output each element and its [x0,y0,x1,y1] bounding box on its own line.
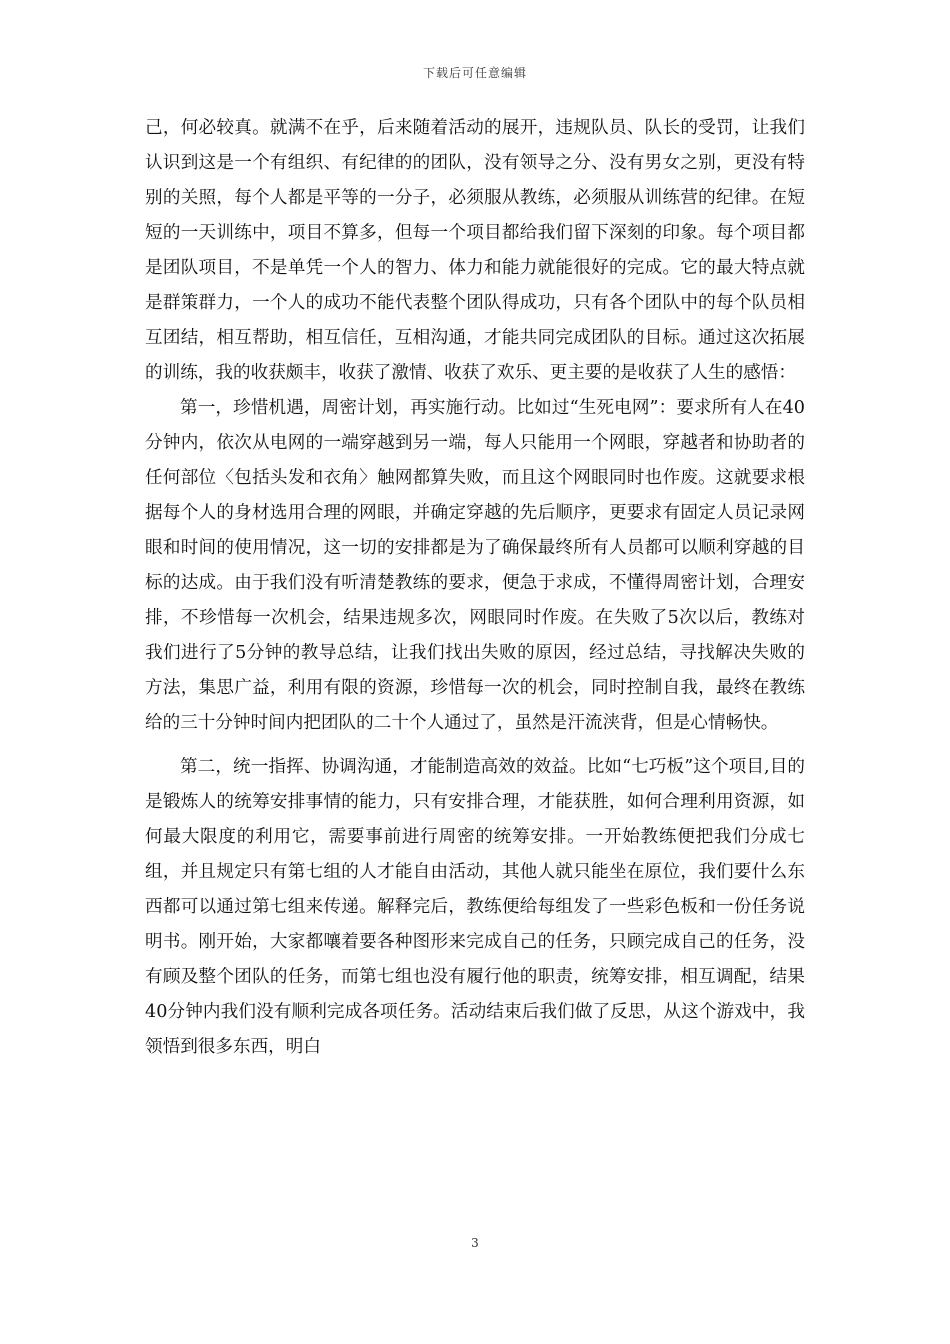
paragraph-first-point: 第一，珍惜机遇，周密计划，再实施行动。比如过“生死电网”：要求所有人在40分钟内，依次从电网的一端穿越到另一端，每人只能用一个网眼，穿越者和协助者的任何部位〈包括头发和衣角〉触网都算失败，而且这个网眼同时也作废。这就要求根据每个人的身材选用合理的网眼，并确定穿越的先后顺序，更要求有固定人员记录网眼和时间的使用情况，这一切的安排都是为了确保最终所有人员都可以顺利穿越的目标的达成。由于我们没有听清楚教练的要求，便急于求成，不懂得周密计划，合理安排，不珍惜每一次机会，结果违规多次，网眼同时作废。在失败了5次以后，教练对我们进行了5分钟的教导总结，让我们找出失败的原因，经过总结，寻找解决失败的方法，集思广益，利用有限的资源，珍惜每一次的机会，同时控制自我，最终在教练给的三十分钟时间内把团队的二十个人通过了，虽然是汗流浃背，但是心情畅快。 [145,398,805,733]
page-number: 3 [471,1236,479,1250]
paragraph-second-point: 第二，统一指挥、协调沟通，才能制造高效的效益。比如“七巧板”这个项目,目的是锻炼人的统筹安排事情的能力，只有安排合理，才能获胜，如何合理利用资源，如何最大限度的利用它，需要事前进行周密的统筹安排。一开始教练便把我们分成七组，并且规定只有第七组的人才能自由活动，其他人就只能坐在原位，我们要什么东西都可以通过第七组来传递。解释完后，教练便给每组发了一些彩色板和一份任务说明书。刚开始，大家都嚷着要各种图形来完成自己的任务，只顾完成自己的任务，没有顾及整个团队的任务，而第七组也没有履行他的职责，统筹安排，相互调配，结果40分钟内我们没有顺利完成各项任务。活动结束后我们做了反思，从这个游戏中，我领悟到很多东西，明白 [145,757,805,1057]
document-body [145,111,805,1065]
page-header: 下载后可任意编辑 [422,66,527,80]
paragraph-continuation: 己，何必较真。就满不在乎，后来随着活动的展开，违规队员、队长的受罚，让我们认识到这是一个有组织、有纪律的的团队，没有领导之分、没有男女之别，更没有特别的关照，每个人都是平等的一分子，必须服从教练，必须服从训练营的纪律。在短短的一天训练中，项目不算多，但每一个项目都给我们留下深刻的印象。每个项目都是团队项目，不是单凭一个人的智力、体力和能力就能很好的完成。它的最大特点就是群策群力，一个人的成功不能代表整个团队得成功，只有各个团队中的每个队员相互团结，相互帮助，相互信任，互相沟通，才能共同完成团队的目标。通过这次拓展的训练，我的收获颇丰，收获了激情、收获了欢乐、更主要的是收获了人生的感悟： [145,118,805,383]
paragraph-spacer [145,741,805,750]
